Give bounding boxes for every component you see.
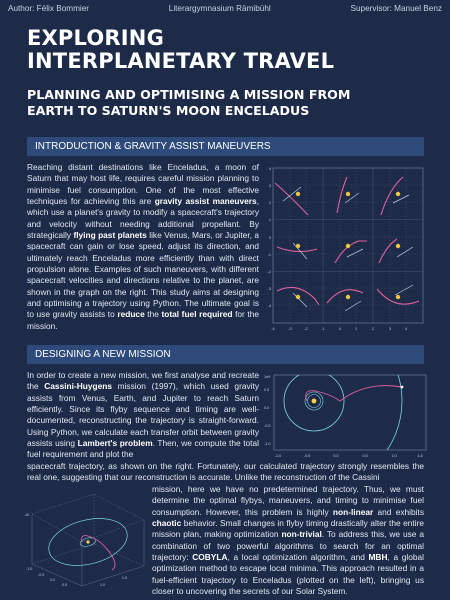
grid-x-tick: -1	[321, 327, 325, 331]
emphasis-text: non-linear	[332, 506, 374, 517]
orbit-x-tick: 0.0	[333, 454, 339, 458]
orbit-x-ticks	[275, 454, 423, 458]
grid-y-ticks	[268, 167, 271, 308]
intro-paragraph: Reaching distant destinations like Enceladus, a moon of Saturn that may host life, requires careful mission planning to minimise fuel consumption. One of the most effective techniques for achieving this are gravity assist maneuvers, which use a planet's gravity to modify a spacecraft's trajectory and velocity without needing additional propellant. By strategically flying past planets like Venus, Mars, or Jupiter, a spacecraft can gain or lose speed, adjust its direction, and ultimately reach Enceladus more efficiently than with direct propulsion alone. Examples of such maneuvers, with different spacecraft velocities and directions relative to the planet, are shown in the graph on the right. This study aims at designing and optimising a trajectory using Python. The ultimate goal is to use gravity assists to reduce the total fuel required for the mission.	[27, 162, 260, 331]
design-paragraph-1: In order to create a new mission, we first analyse and recreate the Cassini-Huygens mission (1997), which used gravity assists from Venus, Earth, and Jupiter to reach Saturn efficiently. Since its flyby sequence and timing are well-documented, reconstructing the trajectory is straight-forward. Using Python, we calculate each transfer orbit between gravity assists using Lambert's problem. Then, we compute the total fuel requirement and plot the	[27, 370, 259, 460]
grid-x-tick: 0	[338, 327, 342, 331]
orbit-y-tick: 1e9	[264, 375, 271, 379]
orbit-y-tick: 0.0	[264, 406, 270, 410]
plot3d-tick: 0.5	[62, 583, 67, 587]
emphasis-text: non-trivial	[281, 529, 322, 540]
design-paragraph-3: mission, here we have no predetermined trajectory. Thus, we must determine the optimal flybys, maneuvers, and timing to minimise fuel consumption. However, this problem is highly non-linear and exhibits chaotic behavior. Small changes in flyby timing drastically alter the entire mission plan, making optimization non-trivial. To address this, we use a combination of two powerful algorithms to search for an optimal trajectory: COBYLA, a local optimization algorithm, and MBH, a global optimization method to escape local minima. This approach resulted in a fuel-efficient trajectory to Enceladus (plotted on the left), bringing us closer to uncovering the secrets of our Solar System.	[152, 484, 424, 597]
subtitle-line-1: PLANNING AND OPTIMISING A MISSION FROM	[27, 87, 351, 102]
grid-x-tick: 4	[404, 327, 408, 331]
assist-trajectories	[275, 177, 419, 305]
orbit-x-tick: 1.0	[391, 454, 397, 458]
orbit-x-tick: -0.5	[303, 454, 311, 458]
orbit-y-ticks	[264, 375, 271, 446]
trajectory-5	[335, 241, 367, 263]
plot3d-tick: 1.0	[100, 583, 105, 587]
poster-title	[27, 27, 334, 73]
box-3d	[32, 494, 144, 586]
plot3d-tick: 1.5	[122, 576, 127, 580]
cassini-orbit-figure	[262, 369, 430, 459]
grid-x-tick: 2	[371, 327, 375, 331]
orbit-y-tick: -0.5	[264, 424, 271, 428]
planet-markers	[296, 192, 400, 299]
orbit-frame	[274, 375, 426, 450]
gravity-assist-grid-svg	[263, 163, 428, 337]
plot3d-tick: 0.0	[50, 578, 55, 582]
orbit-y-tick: 0.5	[264, 388, 270, 392]
orbit-y-tick: -1.0	[264, 442, 271, 446]
sun-3d-marker	[86, 540, 89, 543]
header-bar	[0, 0, 450, 16]
orbit-x-tick: -1.0	[274, 454, 282, 458]
enceladus-3d-figure	[22, 486, 150, 596]
grid-y-tick: -2	[267, 270, 271, 274]
sun-marker	[312, 399, 317, 404]
trajectory-6	[379, 239, 397, 263]
trajectory-1	[275, 183, 308, 215]
grid-x-tick: 1	[354, 327, 358, 331]
grid-y-tick: 2	[268, 201, 271, 205]
section-heading-intro: INTRODUCTION & GRAVITY ASSIST MANEUVERS	[27, 137, 424, 156]
grid-x-tick: -2	[304, 327, 308, 331]
grid-x-ticks	[271, 327, 407, 331]
orbit-x-tick: 0.5	[362, 454, 368, 458]
poster-subtitle	[27, 87, 350, 118]
grid-y-tick: -4	[267, 304, 271, 308]
supervisor-label: Supervisor: Manuel Benz	[350, 3, 442, 13]
enceladus-3d-svg	[22, 486, 150, 596]
saturn-marker	[401, 386, 404, 389]
emphasis-text: MBH	[368, 552, 388, 563]
grid-x-tick: 3	[388, 327, 392, 331]
emphasis-text: flying past planets	[73, 230, 147, 241]
emphasis-text: chaotic	[152, 518, 182, 529]
saturn-orbit	[262, 369, 402, 459]
gravity-assist-grid-figure	[263, 163, 428, 337]
grid-y-tick: 0	[268, 236, 271, 240]
orbit-paths	[262, 369, 402, 459]
author-label: Author: Félix Bommier	[8, 3, 89, 13]
trajectory-3	[381, 177, 403, 215]
emphasis-text: COBYLA	[192, 552, 228, 563]
trajectory-8	[327, 290, 363, 303]
grid-x-tick: -3	[288, 327, 292, 331]
grid-y-tick: -3	[267, 287, 271, 291]
emphasis-text: Cassini-Huygens	[44, 381, 112, 392]
emphasis-text: Lambert's problem	[77, 438, 153, 449]
emphasis-text: gravity assist maneuvers	[154, 196, 257, 207]
emphasis-text: total fuel required	[161, 309, 233, 320]
trajectory-2	[337, 177, 347, 213]
orbit-x-tick: 1.5	[417, 454, 423, 458]
design-paragraph-2: spacecraft trajectory, as shown on the right. Fortunately, our calculated trajectory strongly resembles the real one, suggesting that our reconstruction is accurate. Unlike the reconstruction of the Cassini	[27, 461, 424, 483]
title-line-2: INTERPLANETARY TRAVEL	[27, 49, 335, 73]
title-line-1: EXPLORING	[27, 26, 165, 50]
grid-y-tick: 1	[268, 218, 271, 222]
plot3d-tick: -1.0	[26, 567, 33, 571]
plot3d-tick: -0.5	[38, 573, 45, 577]
section-heading-design: DESIGNING A NEW MISSION	[27, 345, 424, 364]
velocity-vectors	[283, 187, 413, 311]
subtitle-line-2: EARTH TO SATURN'S MOON ENCELADUS	[27, 102, 310, 118]
grid-x-tick: -4	[271, 327, 275, 331]
school-label: Literargymnasium Rämibühl	[168, 3, 271, 13]
cassini-orbit-svg	[262, 369, 430, 459]
emphasis-text: reduce	[117, 309, 145, 320]
grid-y-tick: -1	[267, 253, 271, 257]
grid-y-tick: 3	[268, 184, 271, 188]
grid-y-tick: 4	[268, 167, 271, 171]
plot3d-tick: -10	[24, 513, 30, 517]
